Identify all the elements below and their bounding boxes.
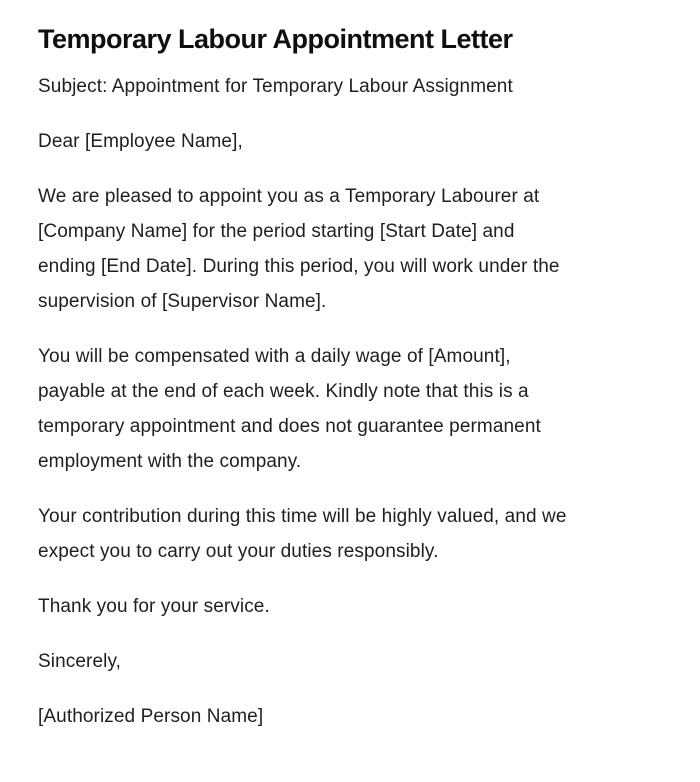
- salutation: [38, 124, 662, 159]
- closing-text: Sincerely,: [38, 651, 122, 672]
- signature-text: [Authorized Person Name]: [38, 706, 264, 727]
- subject-text: Subject: Appointment for Temporary Labour Assignment: [38, 76, 513, 97]
- signature-placeholder: [38, 699, 662, 734]
- paragraph-line: [Company Name] for the period starting [Start Date] and: [38, 221, 515, 242]
- closing-line: [38, 644, 662, 679]
- paragraph-compensation-terms: [38, 339, 662, 479]
- paragraph-line: temporary appointment and does not guarantee permanent: [38, 416, 541, 437]
- thanks-text: Thank you for your service.: [38, 596, 270, 617]
- paragraph-line: supervision of [Supervisor Name].: [38, 291, 327, 312]
- paragraph-line: Your contribution during this time will be highly valued, and we: [38, 506, 567, 527]
- paragraph-line: We are pleased to appoint you as a Temporary Labourer at: [38, 186, 540, 207]
- paragraph-line: payable at the end of each week. Kindly note that this is a: [38, 381, 529, 402]
- paragraph-contribution-expectations: [38, 499, 662, 569]
- paragraph-appointment-details: [38, 179, 662, 319]
- paragraph-line: You will be compensated with a daily wage of [Amount],: [38, 346, 511, 367]
- document-title: Temporary Labour Appointment Letter: [38, 24, 513, 54]
- paragraph-line: ending [End Date]. During this period, you will work under the: [38, 256, 560, 277]
- paragraph-line: employment with the company.: [38, 451, 302, 472]
- paragraph-line: expect you to carry out your duties responsibly.: [38, 541, 439, 562]
- subject-line: [38, 69, 662, 104]
- salutation-text: Dear [Employee Name],: [38, 131, 243, 152]
- thanks-line: [38, 589, 662, 624]
